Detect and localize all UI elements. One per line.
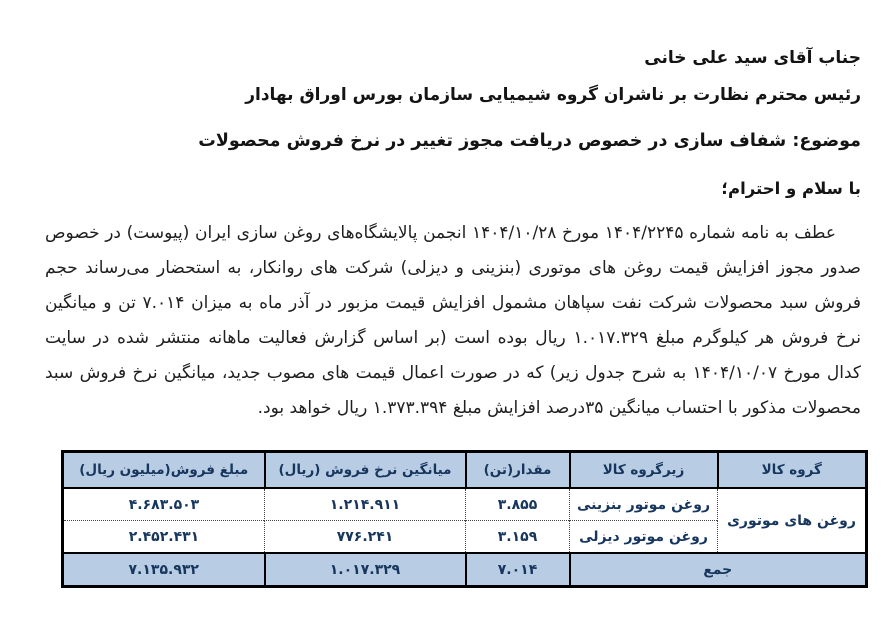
header-quantity-tons: مقدار(تن) [466,452,570,489]
cell-product-group: روغن های موتوری [718,488,867,553]
table-total-row [63,553,867,587]
header-product-subgroup: زیرگروه کالا [570,452,718,489]
cell-avg-price-gasoline: ۱.۲۱۴.۹۱۱ [265,488,466,521]
header-average-sale-price: میانگین نرخ فروش (ریال) [265,452,466,489]
cell-total-quantity: ۷.۰۱۴ [466,553,570,587]
table-row-gasoline-motor-oil [63,488,867,521]
header-sale-amount: مبلغ فروش(میلیون ریال) [63,452,265,489]
letter-body-paragraph: عطف به نامه شماره ۱۴۰۴/۲۲۴۵ مورخ ۱۴۰۴/۱۰/۲۸ انجمن پالایشگاه‌های روغن سازی ایران (پیوست) در خصوص صدور مجوز افزایش قیمت روغن های موتوری (بنزینی و دیزلی) شرکت های روانکار، به استحضار می‌رساند حجم فروش سبد محصولات شرکت نفت سپاهان مشمول افزایش قیمت مزبور در آذر ماه به میزان ۷.۰۱۴ تن و میانگین نرخ فروش هر کیلوگرم مبلغ ۱.۰۱۷.۳۲۹ ریال بوده است (بر اساس گزارش فعالیت ماهانه منتشر شده در سایت کدال مورخ ۱۴۰۴/۱۰/۰۷ به شرح جدول زیر) که در صورت اعمال قیمت های مصوب جدید، میانگین نرخ فروش سبد محصولات مذکور با احتساب میانگین ۳۵درصد افزایش مبلغ ۱.۳۷۳.۳۹۴ ریال خواهد بود. [45,223,861,418]
cell-avg-price-diesel: ۷۷۶.۲۴۱ [265,521,466,554]
cell-total-amount: ۷.۱۳۵.۹۳۲ [63,553,265,587]
subject-line: موضوع: شفاف سازی در خصوص دریافت مجوز تغییر در نرخ فروش محصولات [198,131,861,151]
header-product-group: گروه کالا [718,452,867,489]
cell-quantity-gasoline: ۳.۸۵۵ [466,488,570,521]
salutation: با سلام و احترام؛ [721,179,861,198]
sales-price-table [61,450,868,588]
recipient-name: جناب آقای سید علی خانی [644,48,861,68]
recipient-title: رئیس محترم نظارت بر ناشران گروه شیمیایی سازمان بورس اوراق بهادار [245,85,861,105]
cell-total-avg-price: ۱.۰۱۷.۳۲۹ [265,553,466,587]
cell-quantity-diesel: ۳.۱۵۹ [466,521,570,554]
cell-total-label: جمع [570,553,867,587]
cell-subgroup-diesel: روغن موتور دیزلی [570,521,718,554]
cell-amount-diesel: ۲.۴۵۲.۴۳۱ [63,521,265,554]
cell-subgroup-gasoline: روغن موتور بنزینی [570,488,718,521]
cell-amount-gasoline: ۴.۶۸۳.۵۰۳ [63,488,265,521]
table-header-row [63,452,867,489]
